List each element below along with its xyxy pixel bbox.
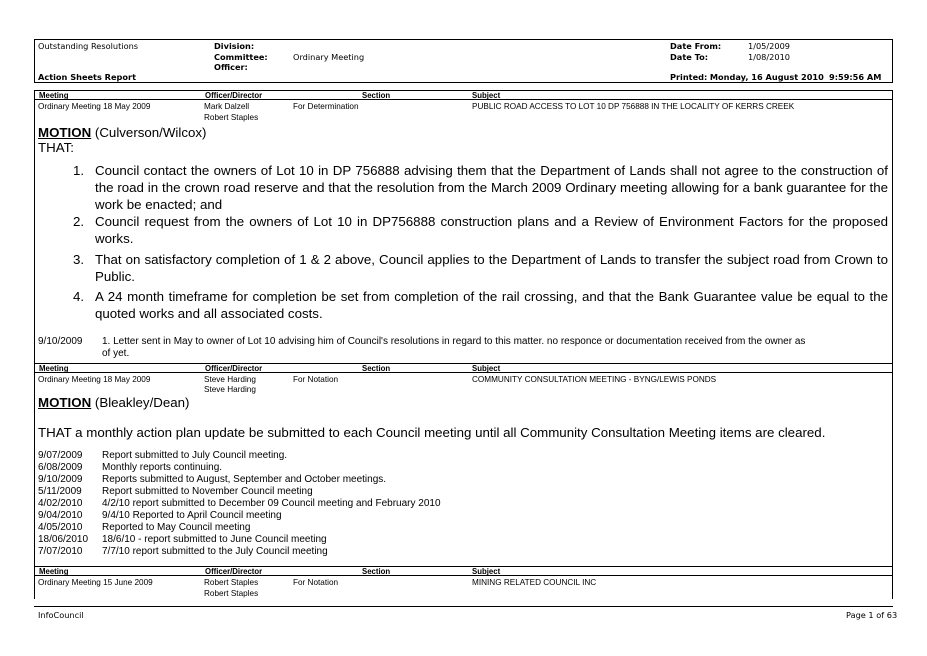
col-section: Section [362,91,391,100]
record-right-border [892,363,893,567]
printed-time: 9:59:56 AM [829,72,882,82]
log-date: 9/04/2010 [38,510,83,521]
col-meeting: Meeting [39,364,69,373]
date-to-value: 1/08/2010 [748,52,790,62]
printed-label: Printed: [670,72,708,82]
col-meeting: Meeting [39,567,69,576]
log-date: 5/11/2009 [38,486,82,497]
record-officer: Robert Staples [204,113,259,122]
record-meeting: Ordinary Meeting 18 May 2009 [38,102,151,111]
log-date: 18/06/2010 [38,534,89,545]
log-text: Reports submitted to August, September and October meetings. [102,474,387,485]
item-text: That on satisfactory completion of 1 & 2 above, Council applies to the Department of Lands to transfer the subject road from Crown to Public. [95,252,888,284]
item-text: Council contact the owners of Lot 10 in DP 756888 advising them that the Department of Lands shall not agree to the construction of the road in the crown road reserve and that the resolution from the March 2009 Ordinary meeting allowing for a bank guarantee for the work be enacted; and [95,163,888,212]
log-date: 9/07/2009 [38,450,83,461]
log-date: 9/10/2009 [38,474,83,485]
log-text: 9/4/10 Reported to April Council meeting [102,510,282,521]
col-officer: Officer/Director [205,364,263,373]
log-text: Monthly reports continuing. [102,462,223,473]
date-to-label: Date To: [670,52,709,62]
motion-that: THAT a monthly action plan update be submitted to each Council meeting until all Community Consultation Meeting items are cleared. [38,425,826,440]
log-date: 7/07/2010 [38,546,83,557]
log-date: 4/05/2010 [38,522,83,533]
log-date: 4/02/2010 [38,498,83,509]
item-number: 1. [73,163,85,178]
motion-movers: (Culverson/Wilcox) [94,125,207,140]
log-text: Report submitted to November Council meeting [102,486,313,497]
officer-label: Officer: [214,62,248,72]
page-number: Page 1 of 63 [846,610,898,620]
col-subject: Subject [472,91,501,100]
col-section: Section [362,567,391,576]
motion-heading [38,395,190,410]
date-from-value: 1/05/2009 [748,41,790,51]
log-text: 4/2/10 report submitted to December 09 Council meeting and February 2010 [102,498,441,509]
record-subject: PUBLIC ROAD ACCESS TO LOT 10 DP 756888 IN THE LOCALITY OF KERRS CREEK [472,102,795,111]
log-text: 18/6/10 - report submitted to June Council meeting [102,534,327,545]
date-from-label: Date From: [670,41,722,51]
log-date: 6/08/2009 [38,462,83,473]
motion-heading [38,125,206,140]
record-meeting: Ordinary Meeting 15 June 2009 [38,578,153,587]
record-left-border [34,363,35,567]
record-right-border [892,90,893,363]
record-section: For Notation [293,578,339,587]
record-officer: Steve Harding [204,385,256,394]
motion-that: THAT: [38,140,74,155]
record-left-border [34,90,35,363]
column-header-bar [34,566,893,576]
division-label: Division: [214,41,255,51]
item-text: Council request from the owners of Lot 10 in DP756888 construction plans and a Review of Environment Factors for the proposed works. [95,214,888,246]
col-subject: Subject [472,567,501,576]
motion-word: MOTION [38,125,92,140]
column-header-bar [34,90,893,100]
motion-word: MOTION [38,395,92,410]
item-text: A 24 month timeframe for completion be set from completion of the rail crossing, and that the Bank Guarantee value be equal to the quoted works and all associated costs. [95,289,888,321]
col-officer: Officer/Director [205,567,263,576]
printed-line [670,72,881,82]
col-officer: Officer/Director [205,91,263,100]
record-officer: Robert Staples [204,578,259,587]
report-subtitle: Action Sheets Report [38,72,136,82]
footer-rule [34,606,893,607]
item-number: 3. [73,252,85,267]
log-text: Report submitted to July Council meeting. [102,450,288,461]
column-header-bar [34,363,893,373]
report-title: Outstanding Resolutions [38,41,139,51]
item-number: 2. [73,214,85,229]
record-section: For Determination [293,102,359,111]
motion-movers: (Bleakley/Dean) [94,395,190,410]
record-officer: Robert Staples [204,589,259,598]
record-section: For Notation [293,375,339,384]
log-text: 1. Letter sent in May to owner of Lot 10 advising him of Council's resolutions in regard to this matter. no responce or documentation received from the owner as [102,336,806,347]
record-subject: COMMUNITY CONSULTATION MEETING - BYNG/LEWIS PONDS [472,375,717,384]
col-meeting: Meeting [39,91,69,100]
log-text: 7/7/10 report submitted to the July Council meeting [102,546,328,557]
footer-brand: InfoCouncil [38,610,84,620]
col-subject: Subject [472,364,501,373]
record-meeting: Ordinary Meeting 18 May 2009 [38,375,151,384]
item-number: 4. [73,289,85,304]
printed-value: Monday, 16 August 2010 [709,72,824,82]
log-text: of yet. [102,348,130,359]
record-officer: Mark Dalzell [204,102,250,111]
col-section: Section [362,364,391,373]
record-officer: Steve Harding [204,375,256,384]
committee-value: Ordinary Meeting [293,52,365,62]
log-date: 9/10/2009 [38,336,83,347]
record-subject: MINING RELATED COUNCIL INC [472,578,597,587]
log-text: Reported to May Council meeting [102,522,251,533]
committee-label: Committee: [214,52,268,62]
